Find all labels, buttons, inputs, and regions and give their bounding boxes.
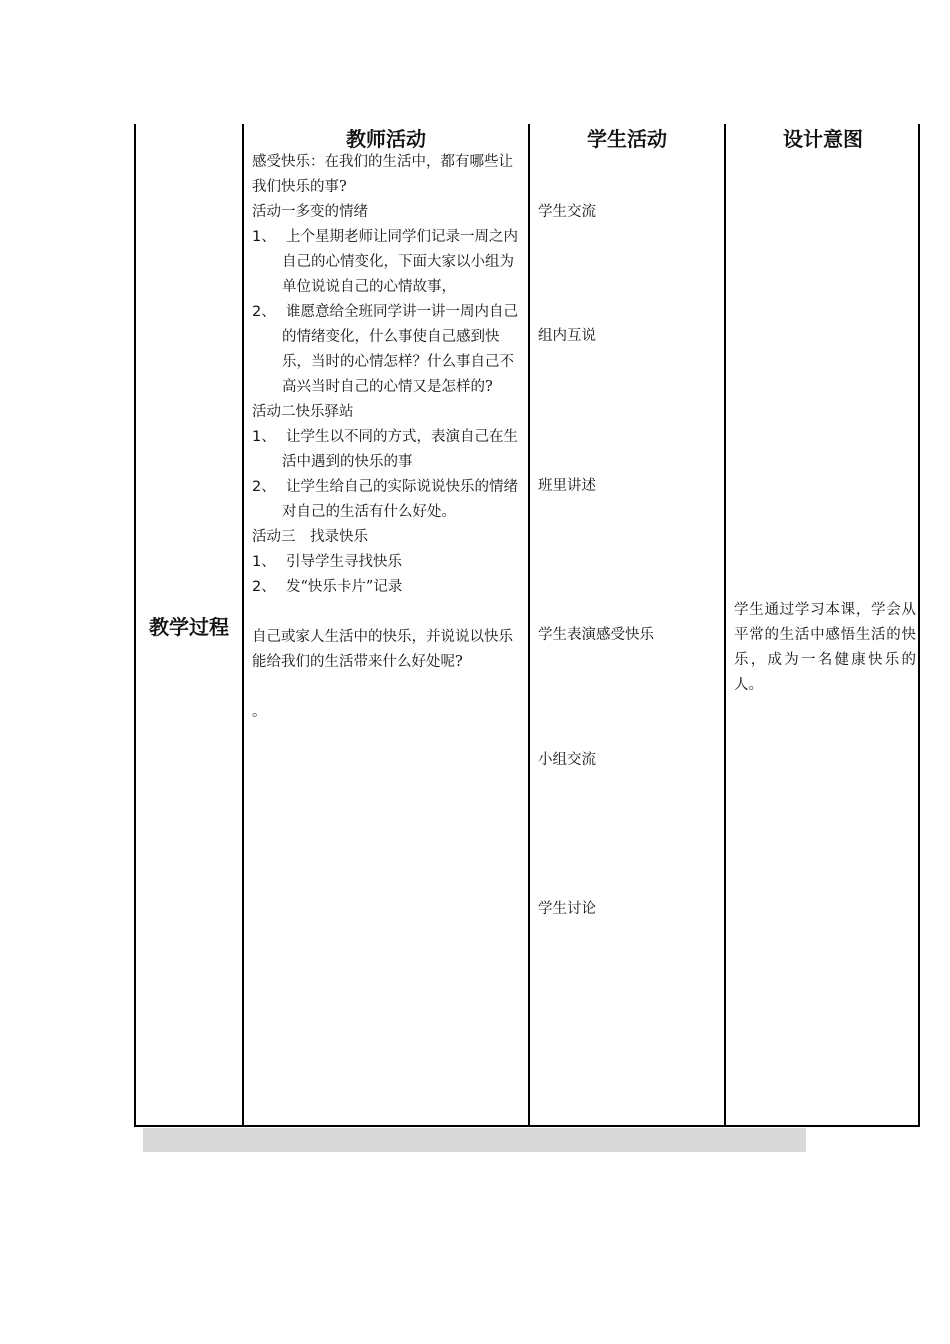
- row-label-teaching-process: 教学过程: [149, 615, 229, 639]
- list-item: [252, 575, 524, 600]
- student-activity-item: 学生表演感受快乐: [538, 627, 654, 643]
- column-divider: [242, 124, 244, 1125]
- header-teacher-activity: 教师活动: [346, 127, 426, 151]
- column-divider: [724, 124, 726, 1125]
- item-text: 让学生给自己的实际说说快乐的情绪对自己的生活有什么好处。: [282, 479, 518, 520]
- lesson-table: [134, 124, 920, 1127]
- activity-3-title: 活动三 找录快乐: [252, 529, 368, 545]
- item-number: 2、: [252, 579, 276, 595]
- period-mark: 。: [252, 704, 267, 720]
- list-item: [252, 225, 524, 300]
- student-activity-item: 小组交流: [538, 752, 596, 768]
- footer-shading-bar: [143, 1128, 806, 1152]
- item-number: 2、: [252, 479, 276, 495]
- student-activity-item: 学生讨论: [538, 901, 596, 917]
- teacher-activity-cell: [252, 150, 524, 725]
- student-activity-item: 组内互说: [538, 328, 596, 344]
- intro-text: 感受快乐：在我们的生活中，都有哪些让我们快乐的事?: [252, 154, 513, 195]
- student-activity-item: 学生交流: [538, 204, 596, 220]
- column-divider: [528, 124, 530, 1125]
- list-item: [252, 475, 524, 525]
- header-design-intent: 设计意图: [783, 127, 863, 151]
- item-text: 发“快乐卡片”记录: [286, 579, 403, 595]
- header-student-activity: 学生活动: [587, 127, 667, 151]
- item-text: 上个星期老师让同学们记录一周之内自己的心情变化，下面大家以小组为单位说说自己的心情故事，: [282, 229, 518, 295]
- activity-2-title: 活动二快乐驿站: [252, 404, 354, 420]
- activity-1-title: 活动一多变的情绪: [252, 204, 368, 220]
- student-activity-item: 班里讲述: [538, 478, 596, 494]
- item-number: 2、: [252, 304, 276, 320]
- list-item: [252, 550, 524, 575]
- item-number: 1、: [252, 554, 276, 570]
- item-number: 1、: [252, 229, 276, 245]
- list-item: [252, 300, 524, 400]
- closing-text: 自己或家人生活中的快乐，并说说以快乐能给我们的生活带来什么好处呢?: [252, 629, 513, 670]
- item-text: 引导学生寻找快乐: [286, 554, 402, 570]
- list-item: [252, 425, 524, 475]
- item-text: 谁愿意给全班同学讲一讲一周内自己的情绪变化，什么事使自己感到快乐，当时的心情怎样？什么事自己不高兴当时自己的心情又是怎样的?: [282, 304, 518, 395]
- item-text: 让学生以不同的方式，表演自己在生活中遇到的快乐的事: [282, 429, 518, 470]
- design-intent-text: 学生通过学习本课，学会从平常的生活中感悟生活的快乐，成为一名健康快乐的人。: [734, 602, 916, 693]
- item-number: 1、: [252, 429, 276, 445]
